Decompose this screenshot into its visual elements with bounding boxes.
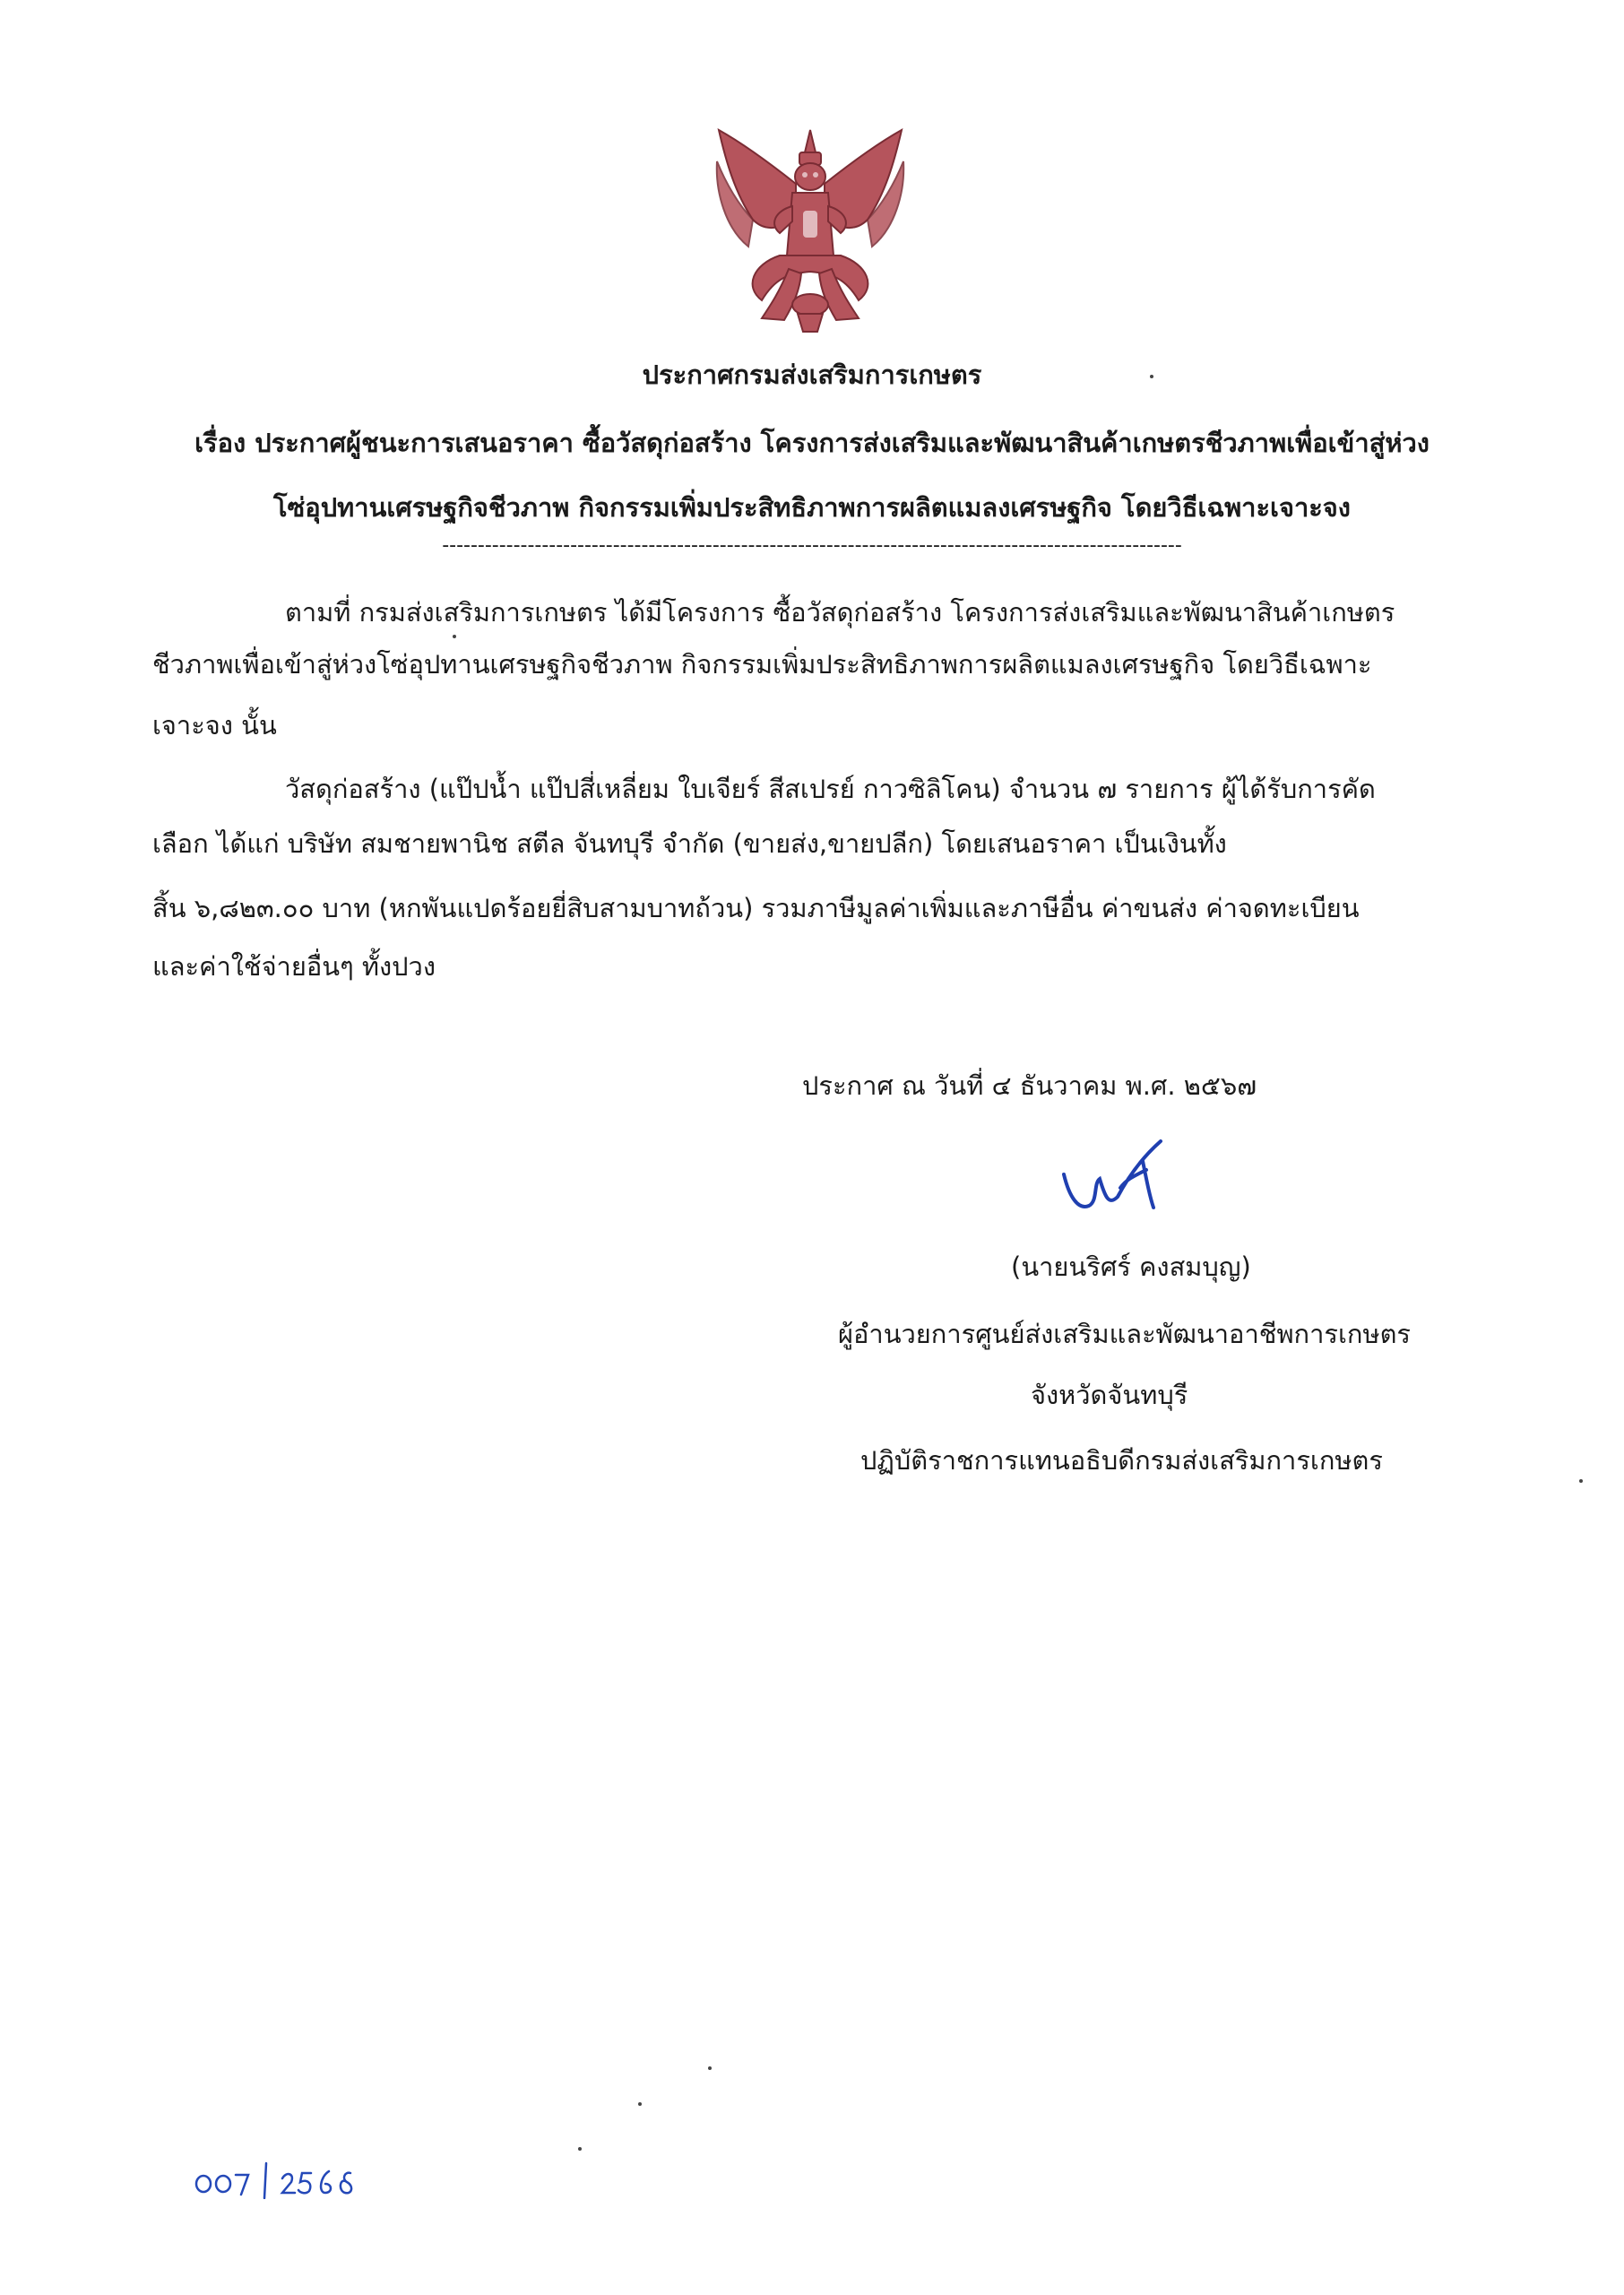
paragraph-2-line-4: และค่าใช้จ่ายอื่นๆ ทั้งปวง [152,951,436,982]
subject-line-2: โซ่อุปทานเศรษฐกิจชีวภาพ กิจกรรมเพิ่มประสิทธิภาพการผลิตแมลงเศรษฐกิจ โดยวิธีเฉพาะเจาะจง [273,492,1351,523]
subject-line-1: เรื่อง ประกาศผู้ชนะการเสนอราคา ซื้อวัสดุก่อสร้าง โครงการส่งเสริมและพัฒนาสินค้าเกษตรชีวภาพเพื่อเข้าสู่ห่วง [194,428,1430,458]
paragraph-1-line-3: เจาะจง นั้น [152,710,277,740]
signer-position-line-1: ผู้อำนวยการศูนย์ส่งเสริมและพัฒนาอาชีพการเกษตร [838,1319,1411,1349]
announcement-date: ประกาศ ณ วันที่ ๔ ธันวาคม พ.ศ. ๒๕๖๗ [802,1070,1257,1101]
announcement-title: ประกาศกรมส่งเสริมการเกษตร [642,359,982,390]
handwritten-filing-note [193,2159,381,2199]
paragraph-2-line-2: เลือก ได้แก่ บริษัท สมชายพานิช สตีล จันทบุรี จำกัด (ขายส่ง,ขายปลีก) โดยเสนอราคา เป็นเงินทั้ง [152,828,1227,859]
paragraph-1-line-2: ชีวภาพเพื่อเข้าสู่ห่วงโซ่อุปทานเศรษฐกิจชีวภาพ กิจกรรมเพิ่มประสิทธิภาพการผลิตแมลงเศรษฐกิจ โดยวิธีเฉพาะ [152,649,1372,680]
scan-speck [453,635,456,638]
signer-name: (นายนริศร์ คงสมบุญ) [1011,1251,1251,1282]
paragraph-2-line-3: สิ้น ๖,๘๒๓.๐๐ บาท (หกพันแปดร้อยยี่สิบสามบาทถ้วน) รวมภาษีมูลค่าเพิ่มและภาษีอื่น ค่าขนส่ง ค่าจดทะเบียน [152,893,1360,923]
scan-speck [1579,1479,1583,1483]
scan-speck [578,2147,582,2151]
signature-icon [1053,1134,1179,1233]
garuda-emblem-icon [699,121,921,336]
scan-speck [638,2102,642,2106]
divider-rule: -------------------------------------------------------------------------------------------------------- [442,534,1182,557]
scan-speck [1150,375,1153,378]
scan-speck [708,2066,712,2070]
announcement-subject [0,411,1624,540]
paragraph-2-line-1: วัสดุก่อสร้าง (แป๊ปน้ำ แป๊ปสี่เหลี่ยม ใบเจียร์ สีสเปรย์ กาวซิลิโคน) จำนวน ๗ รายการ ผู้ได้รับการคัด [285,774,1376,804]
paragraph-1-line-1: ตามที่ กรมส่งเสริมการเกษตร ได้มีโครงการ ซื้อวัสดุก่อสร้าง โครงการส่งเสริมและพัฒนาสินค้าเกษตร [285,597,1395,628]
signer-position-line-2: จังหวัดจันทบุรี [1031,1380,1188,1410]
signer-position-line-3: ปฏิบัติราชการแทนอธิบดีกรมส่งเสริมการเกษตร [860,1445,1383,1476]
